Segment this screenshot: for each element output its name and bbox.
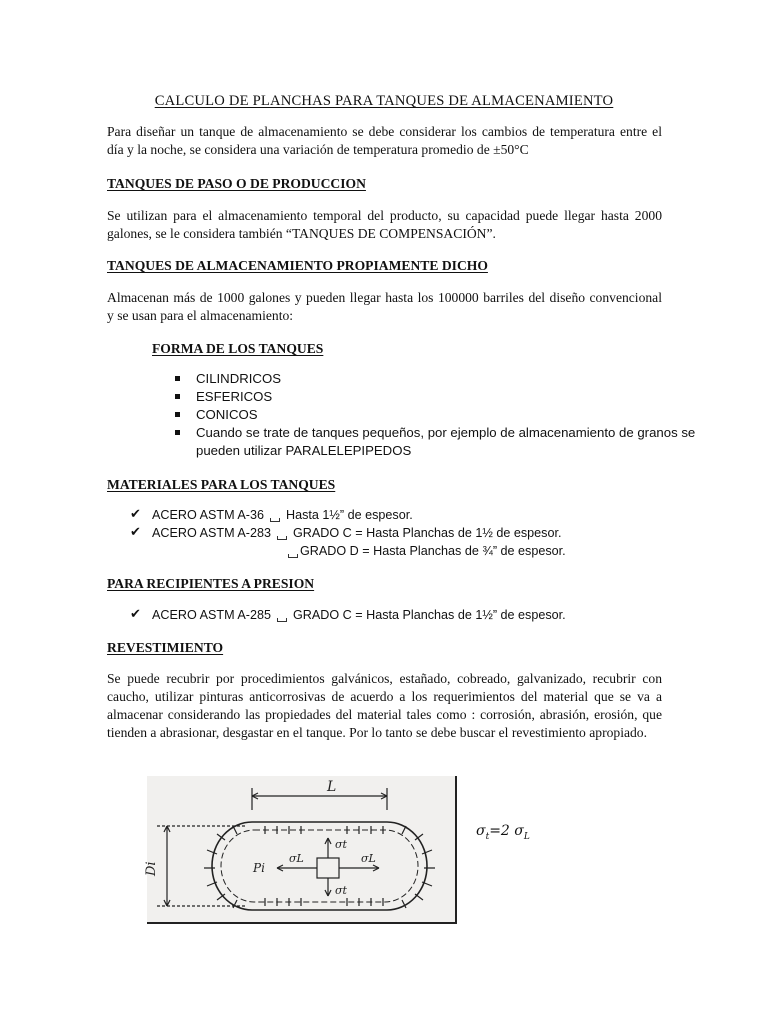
heading-revestimiento: REVESTIMIENTO (107, 640, 224, 655)
material-spec: GRADO C = Hasta Planchas de 1½ de espesor. (292, 526, 562, 540)
label-L: L (327, 779, 337, 795)
label-sigma-t-top: σt (335, 838, 347, 851)
intro-line-2: día y la noche, se considera una variación de temperatura promedio de ±50°C (107, 142, 529, 157)
tanques-paso-line-1: Se utilizan para el almacenamiento temporal del producto, su capacidad puede llegar hasta 2000 (107, 208, 662, 223)
revestimiento-line-4: tienden a abrasionar, desgastar en el tanque. Por lo tanto se debe buscar el revestimiento apropiado. (107, 725, 647, 740)
bracket-symbol-icon (277, 536, 287, 540)
revestimiento-paragraph (107, 670, 662, 742)
tanques-paso-paragraph (107, 207, 662, 243)
material-name: ACERO ASTM A-36 (152, 508, 264, 522)
formula-sub-l: L (523, 831, 530, 842)
list-item-line-1: Cuando se trate de tanques pequeños, por ejemplo de almacenamiento de granos se (196, 425, 696, 440)
forma-list (175, 370, 695, 460)
tank-stress-diagram (144, 776, 457, 924)
heading-forma-tanques: FORMA DE LOS TANQUES (152, 341, 324, 356)
list-item (130, 506, 566, 524)
tanques-almacenamiento-paragraph (107, 289, 662, 325)
heading-materiales: MATERIALES PARA LOS TANQUES (107, 477, 336, 492)
formula-eq: =2 (489, 823, 510, 839)
tanques-almacenamiento-line-2: y se usan para el almacenamiento: (107, 308, 294, 323)
heading-recipientes-presion: PARA RECIPIENTES A PRESION (107, 576, 315, 591)
formula-sub-t: t (485, 831, 490, 842)
list-item (175, 424, 695, 460)
document-title: CALCULO DE PLANCHAS PARA TANQUES DE ALMACENAMIENTO (154, 93, 614, 109)
material-spec: GRADO D = Hasta Planchas de ¾” de espesor. (300, 544, 566, 558)
intro-line-1: Para diseñar un tanque de almacenamiento se debe considerar los cambios de temperatura entre el (107, 124, 662, 139)
checkmark-icon: ✔ (130, 525, 141, 540)
intro-paragraph (107, 123, 662, 159)
heading-tanques-paso: TANQUES DE PASO O DE PRODUCCION (107, 176, 366, 191)
list-item (130, 606, 566, 624)
tank-stress-diagram-drawing (144, 776, 455, 922)
formula-sigma-t: σ (476, 823, 486, 839)
heading-tanques-almacenamiento: TANQUES DE ALMACENAMIENTO PROPIAMENTE DICHO (107, 258, 488, 273)
revestimiento-line-3: almacenar considerando las propiedades del material tales como : corrosión, abrasión, erosión, que (107, 707, 662, 722)
checkmark-icon: ✔ (130, 607, 141, 622)
list-item (130, 542, 566, 560)
label-Di: Di (144, 861, 159, 876)
presion-list (130, 606, 566, 624)
list-item-line-2: pueden utilizar PARALELEPIPEDOS (196, 443, 412, 458)
tanques-almacenamiento-line-1: Almacenan más de 1000 galones y pueden llegar hasta los 100000 barriles del diseño convencional (107, 290, 662, 305)
label-sigma-t-bottom: σt (335, 884, 347, 897)
material-name: ACERO ASTM A-285 (152, 608, 271, 622)
bracket-symbol-icon (288, 554, 298, 558)
list-item: CONICOS (175, 406, 695, 424)
materiales-list (130, 506, 566, 560)
label-sigma-l-left: σL (289, 852, 304, 865)
list-item: ESFERICOS (175, 388, 695, 406)
revestimiento-line-2: caucho, utilizar pinturas anticorrosivas de acuerdo a los requerimientos del material que se va a (107, 689, 662, 704)
material-spec: Hasta 1½” de espesor. (285, 508, 413, 522)
bracket-symbol-icon (277, 618, 287, 622)
revestimiento-line-1: Se puede recubrir por procedimientos galvánicos, estañado, cobreado, galvanizado, recubrir con (107, 671, 662, 686)
list-item (130, 524, 566, 542)
bracket-symbol-icon (270, 518, 280, 522)
checkmark-icon: ✔ (130, 507, 141, 522)
tanques-paso-line-2: galones, se le considera también “TANQUES DE COMPENSACIÓN”. (107, 226, 496, 241)
material-spec: GRADO C = Hasta Planchas de 1½” de espesor. (292, 608, 566, 622)
label-Pi: Pi (253, 861, 265, 875)
material-name: ACERO ASTM A-283 (152, 526, 271, 540)
formula-sigma-l: σ (514, 823, 524, 839)
list-item: CILINDRICOS (175, 370, 695, 388)
stress-formula (476, 822, 530, 846)
label-sigma-l-right: σL (361, 852, 376, 865)
